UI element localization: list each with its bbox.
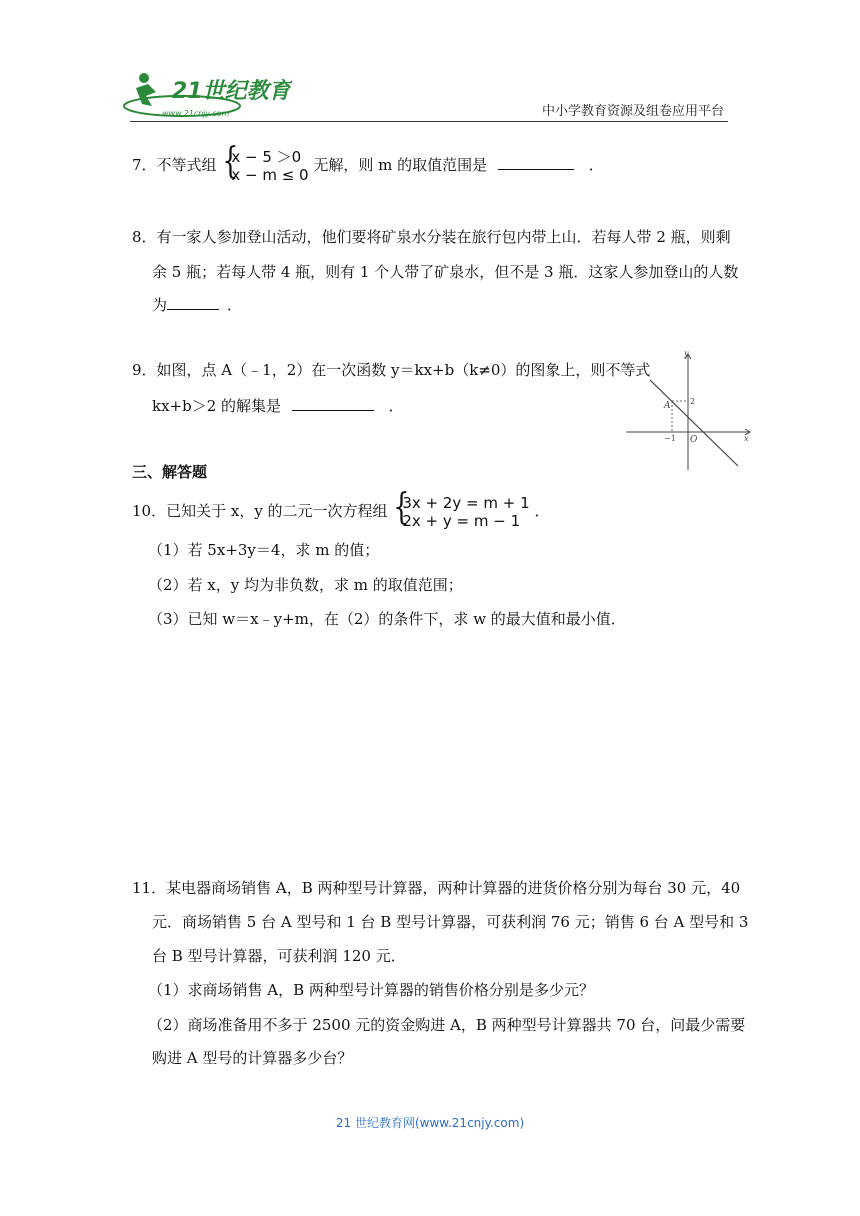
q10-end: ． [534,502,550,520]
q11-part2: （2）商场准备用不多于 2500 元的资金购进 A，B 两种型号计算器共 70 台，问最少需要 [148,1016,746,1034]
q11-part1: （1）求商场销售 A，B 两种型号计算器的销售价格分别是多少元？ [148,981,594,999]
q7-eq1: x − 5 ＞0 [231,148,302,166]
q10-pre: 10．已知关于 x，y 的二元一次方程组 [132,502,388,520]
header-divider [130,121,728,122]
logo-main-text: 21世纪教育 [172,79,291,104]
q9-line2 [152,396,404,416]
q8-line3-pre: 为 [152,296,168,314]
q7-system: { x − 5 ＞0 x − m ≤ 0 [222,141,309,184]
y-label: y [684,349,689,358]
x-label: x [744,434,749,443]
point-a-label: A [664,401,671,411]
tick-x-neg1: −1 [664,434,676,443]
header-platform-text: 中小学教育资源及组卷应用平台 [541,104,724,119]
q10-eq1: 3x + 2y = m + 1 [402,494,530,512]
q10-eq2: 2x + y = m − 1 [402,512,521,530]
q10-part1: （1）若 5x+3y＝4，求 m 的值； [148,541,380,559]
q9-line2-end: ． [388,397,404,415]
q11-line1: 11．某电器商场销售 A，B 两种型号计算器，两种计算器的进货价格分别为每台 30 元，40 [132,879,741,897]
logo-sub-text: www.21cnjy.com [162,109,230,118]
q8-answer-blank[interactable] [167,295,219,310]
q8-line3-end: ． [227,296,243,314]
origin-label: O [690,435,698,445]
question-7 [132,141,604,184]
q9-answer-blank[interactable] [292,396,374,411]
q7-end: ． [588,156,604,174]
q10-part3: （3）已知 w＝x﹣y+m，在（2）的条件下，求 w 的最大值和最小值． [148,610,626,628]
q11-line2: 元．商场销售 5 台 A 型号和 1 台 B 型号计算器，可获利润 76 元；销售 6 台 A 型号和 3 [152,913,749,931]
function-line [650,380,738,466]
q11-line3: 台 B 型号计算器，可获利润 120 元． [152,947,406,965]
site-logo [122,66,292,122]
q7-post: 无解，则 m 的取值范围是 [313,156,488,174]
q9-line2-pre: kx+b＞2 的解集是 [152,397,282,415]
q7-number: 7． [132,156,157,174]
footer-link[interactable]: 21 世纪教育网(www.21cnjy.com) [335,1116,525,1130]
q7-eq2: x − m ≤ 0 [231,166,309,184]
question-10 [132,487,550,530]
q8-line1: 8．有一家人参加登山活动，他们要将矿泉水分装在旅行包内带上山．若每人带 2 瓶，则剩 [132,228,731,246]
tick-y-2: 2 [690,397,696,406]
q7-pre: 不等式组 [156,156,217,174]
q9-graph [624,346,754,480]
section-heading: 三、解答题 [132,463,208,481]
q10-part2: （2）若 x，y 均为非负数，求 m 的取值范围； [148,576,463,594]
q7-answer-blank[interactable] [498,155,574,170]
q8-line2: 余 5 瓶；若每人带 4 瓶，则有 1 个人带了矿泉水，但不是 3 瓶．这家人参加登山的人数 [152,263,739,281]
q8-line3 [152,295,242,315]
q11-part3: 购进 A 型号的计算器多少台？ [152,1049,353,1067]
q9-line1: 9．如图，点 A（﹣1，2）在一次函数 y＝kx+b（k≠0）的图象上，则不等式 [132,361,651,379]
q10-system: { 3x + 2y = m + 1 2x + y = m − 1 [393,487,530,530]
